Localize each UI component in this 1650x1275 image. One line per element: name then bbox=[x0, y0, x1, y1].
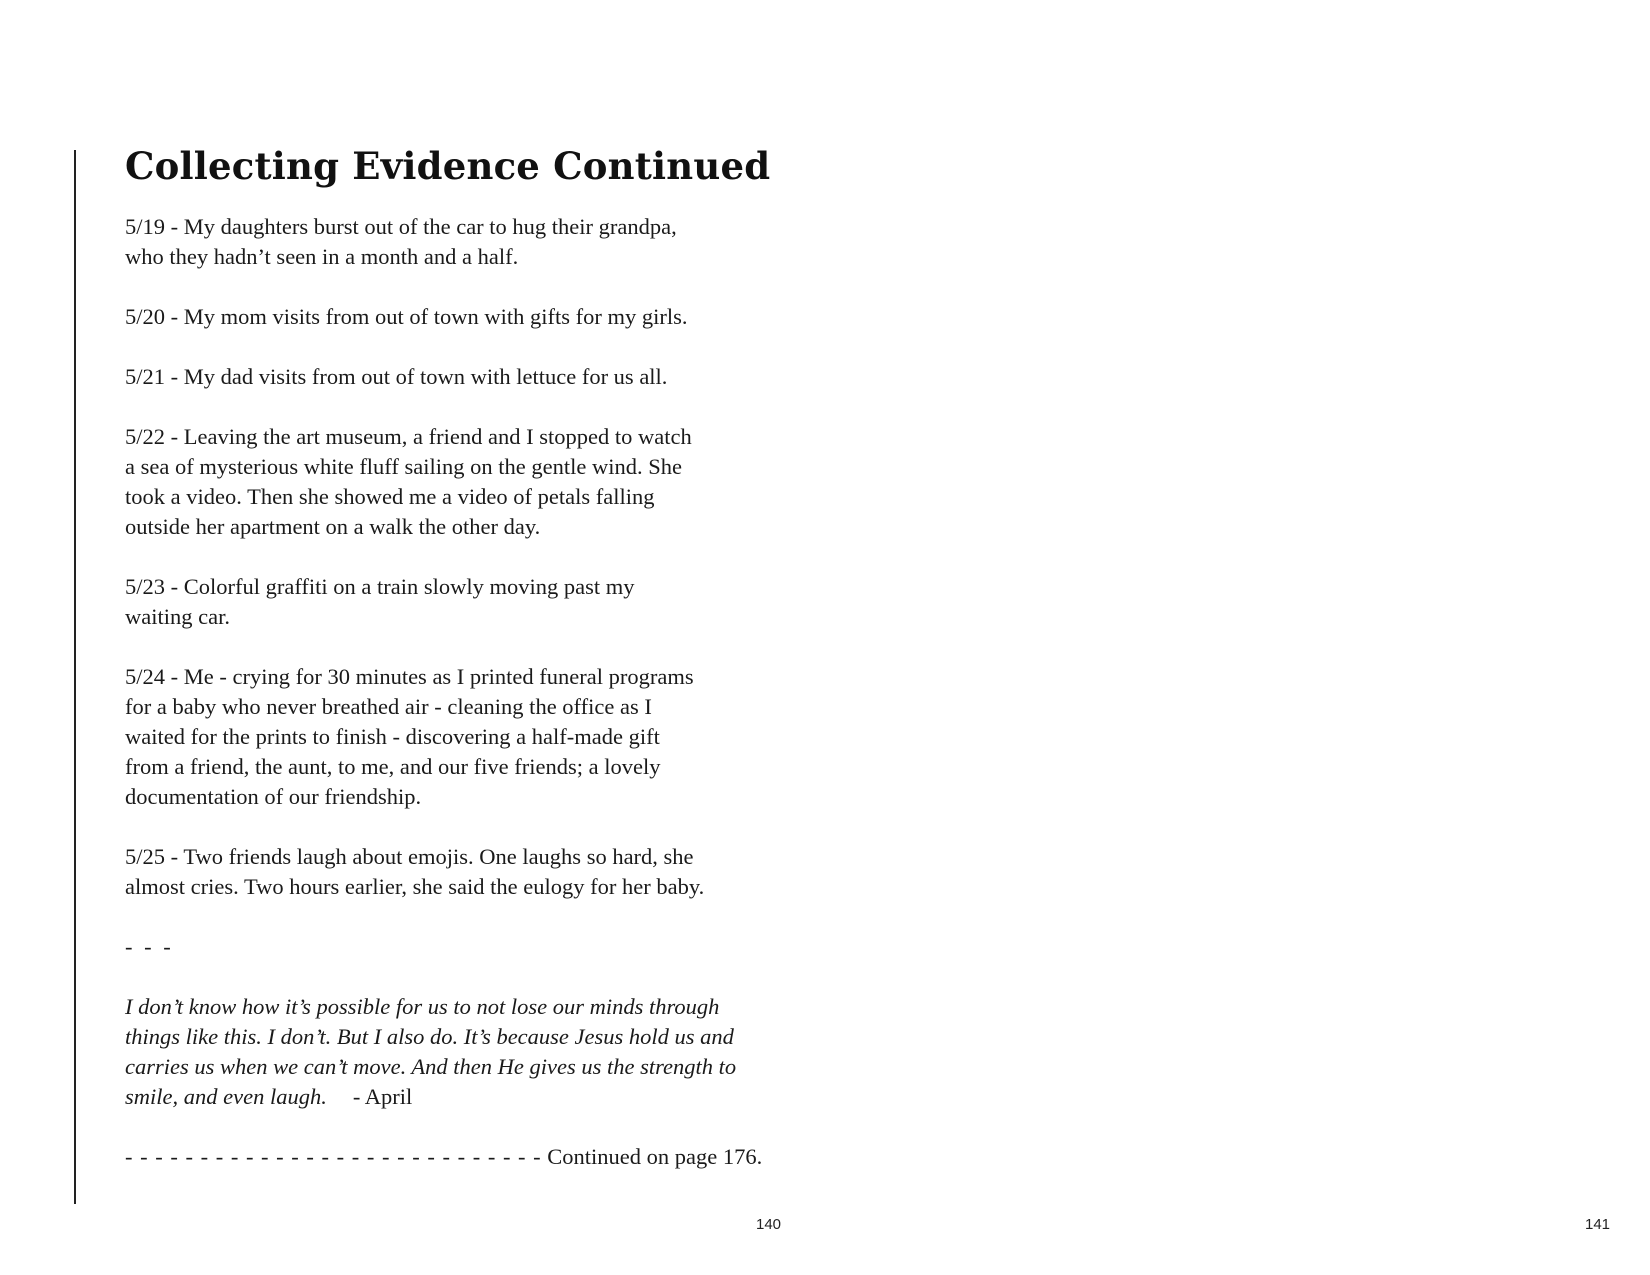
continued-label: Continued on page 176. bbox=[547, 1144, 763, 1169]
quote-author: - April bbox=[352, 1084, 413, 1109]
continued-line bbox=[125, 1142, 765, 1172]
journal-entry-5-19: 5/19 - My daughters burst out of the car to hug their grandpa, who they hadn’t seen in a month and a half. bbox=[125, 214, 677, 269]
journal-entry-5-21: 5/21 - My dad visits from out of town with lettuce for us all. bbox=[125, 364, 668, 389]
page-number-left: 140 bbox=[756, 1216, 782, 1233]
continued-dashes: - - - - - - - - - - - - - - - - - - - - - - - - - - - - bbox=[125, 1144, 542, 1169]
left-margin-rule bbox=[74, 150, 76, 1204]
journal-entry-5-20: 5/20 - My mom visits from out of town with gifts for my girls. bbox=[125, 304, 688, 329]
journal-entry-5-22: 5/22 - Leaving the art museum, a friend and I stopped to watch a sea of mysterious white fluff sailing on the gentle wind. She took a video. Then she showed me a video of petals falling outside her apartment on a walk the other day. bbox=[125, 424, 692, 539]
left-page-content bbox=[125, 136, 771, 1172]
journal-entries bbox=[125, 212, 765, 902]
journal-entry-5-23: 5/23 - Colorful graffiti on a train slowly moving past my waiting car. bbox=[125, 574, 635, 629]
closing-quote bbox=[125, 992, 765, 1112]
quote-text: I don’t know how it’s possible for us to not lose our minds through things like this. I don’t. But I also do. It’s because Jesus hold us and carries us when we can’t move. And then He gives us the strength to smile, and even laugh. bbox=[125, 994, 737, 1109]
section-separator: - - - bbox=[125, 934, 174, 959]
journal-entry-5-25: 5/25 - Two friends laugh about emojis. One laughs so hard, she almost cries. Two hours earlier, she said the eulogy for her baby. bbox=[125, 844, 705, 899]
journal-entry-5-24: 5/24 - Me - crying for 30 minutes as I printed funeral programs for a baby who never breathed air - cleaning the office as I waited for the prints to finish - discovering a half-made gift from a friend, the aunt, to me, and our five friends; a lovely documentation of our friendship. bbox=[125, 664, 694, 809]
page-title: Collecting Evidence Continued bbox=[125, 144, 771, 188]
page-number-right: 141 bbox=[1585, 1216, 1611, 1233]
